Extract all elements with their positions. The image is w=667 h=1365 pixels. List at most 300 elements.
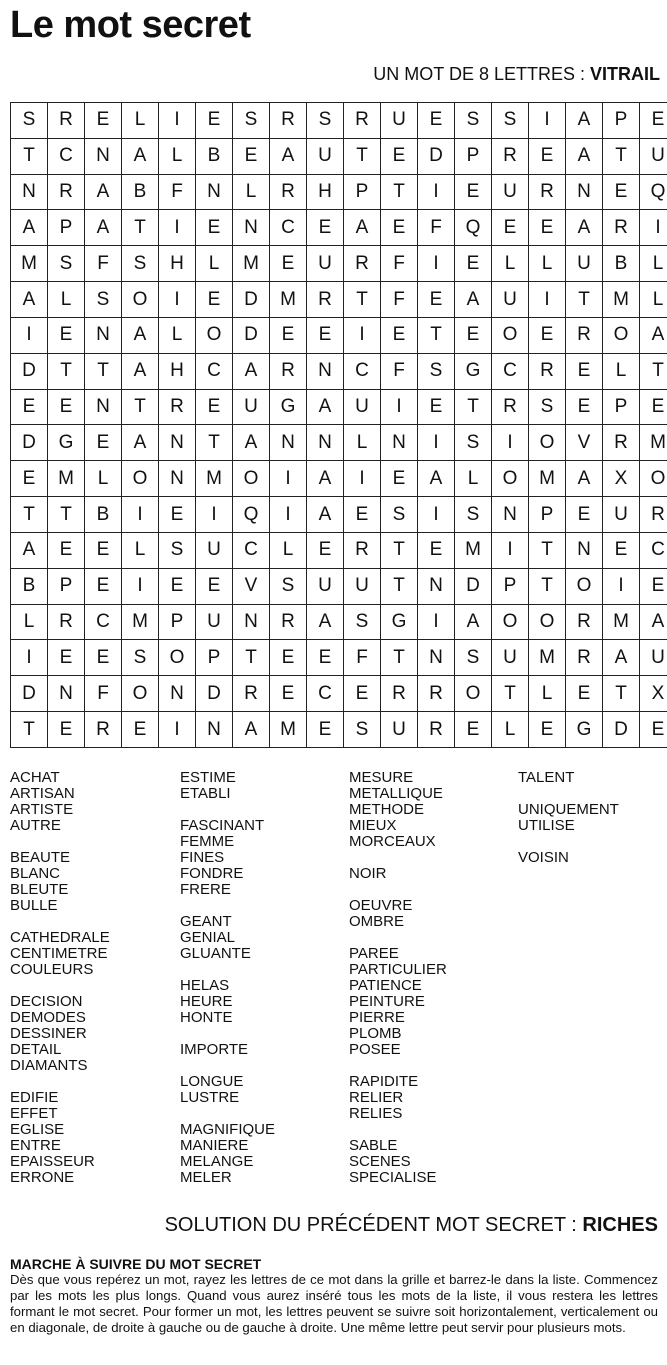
grid-cell[interactable]: A: [307, 461, 344, 497]
grid-cell[interactable]: N: [85, 389, 122, 425]
word-list-item[interactable]: HONTE: [180, 1009, 233, 1026]
grid-cell[interactable]: A: [566, 138, 603, 174]
grid-cell[interactable]: L: [455, 461, 492, 497]
grid-cell[interactable]: I: [344, 461, 381, 497]
word-list-item[interactable]: DECISION: [10, 993, 83, 1010]
grid-cell[interactable]: P: [455, 138, 492, 174]
word-list-item[interactable]: EFFET: [10, 1105, 58, 1122]
grid-cell[interactable]: N: [11, 174, 48, 210]
word-list-item[interactable]: TALENT: [518, 769, 575, 786]
grid-cell[interactable]: A: [233, 353, 270, 389]
grid-cell[interactable]: E: [307, 712, 344, 748]
grid-cell[interactable]: S: [122, 640, 159, 676]
grid-cell[interactable]: U: [492, 174, 529, 210]
grid-cell[interactable]: F: [381, 353, 418, 389]
grid-cell[interactable]: L: [159, 138, 196, 174]
grid-cell[interactable]: C: [85, 604, 122, 640]
word-list-item[interactable]: MORCEAUX: [349, 833, 436, 850]
grid-cell[interactable]: C: [270, 210, 307, 246]
grid-cell[interactable]: A: [11, 282, 48, 318]
word-list-item[interactable]: DIAMANTS: [10, 1057, 88, 1074]
grid-cell[interactable]: T: [196, 425, 233, 461]
grid-cell[interactable]: I: [492, 425, 529, 461]
grid-cell[interactable]: O: [566, 568, 603, 604]
grid-cell[interactable]: T: [603, 676, 640, 712]
grid-cell[interactable]: R: [159, 389, 196, 425]
grid-cell[interactable]: A: [122, 317, 159, 353]
grid-cell[interactable]: N: [418, 640, 455, 676]
grid-cell[interactable]: A: [307, 389, 344, 425]
grid-cell[interactable]: E: [48, 532, 85, 568]
word-list-item[interactable]: METHODE: [349, 801, 424, 818]
grid-cell[interactable]: I: [270, 461, 307, 497]
grid-cell[interactable]: I: [418, 425, 455, 461]
grid-cell[interactable]: T: [344, 282, 381, 318]
grid-cell[interactable]: O: [122, 282, 159, 318]
grid-cell[interactable]: U: [196, 604, 233, 640]
word-list-item[interactable]: UTILISE: [518, 817, 575, 834]
grid-cell[interactable]: O: [492, 317, 529, 353]
grid-cell[interactable]: U: [307, 246, 344, 282]
grid-cell[interactable]: U: [566, 246, 603, 282]
grid-cell[interactable]: T: [455, 389, 492, 425]
grid-cell[interactable]: S: [455, 103, 492, 139]
grid-cell[interactable]: N: [418, 568, 455, 604]
grid-cell[interactable]: D: [196, 676, 233, 712]
grid-cell[interactable]: S: [307, 103, 344, 139]
grid-cell[interactable]: R: [603, 210, 640, 246]
grid-cell[interactable]: R: [270, 174, 307, 210]
grid-cell[interactable]: G: [381, 604, 418, 640]
grid-cell[interactable]: E: [529, 317, 566, 353]
grid-cell[interactable]: E: [233, 138, 270, 174]
grid-cell[interactable]: A: [566, 103, 603, 139]
grid-cell[interactable]: L: [640, 246, 667, 282]
grid-cell[interactable]: B: [122, 174, 159, 210]
grid-cell[interactable]: E: [455, 174, 492, 210]
grid-cell[interactable]: L: [196, 246, 233, 282]
grid-cell[interactable]: E: [455, 246, 492, 282]
grid-cell[interactable]: T: [85, 353, 122, 389]
grid-cell[interactable]: I: [159, 712, 196, 748]
grid-cell[interactable]: F: [159, 174, 196, 210]
grid-cell[interactable]: N: [492, 497, 529, 533]
grid-cell[interactable]: L: [603, 353, 640, 389]
word-list-item[interactable]: IMPORTE: [180, 1041, 249, 1058]
grid-cell[interactable]: T: [122, 210, 159, 246]
grid-cell[interactable]: I: [640, 210, 667, 246]
grid-cell[interactable]: L: [492, 246, 529, 282]
grid-cell[interactable]: R: [418, 712, 455, 748]
word-list-item[interactable]: LUSTRE: [180, 1089, 240, 1106]
word-list-item[interactable]: VOISIN: [518, 849, 569, 866]
grid-cell[interactable]: D: [603, 712, 640, 748]
word-list-item[interactable]: MELER: [180, 1169, 232, 1186]
grid-cell[interactable]: I: [381, 389, 418, 425]
word-list-item[interactable]: POSEE: [349, 1041, 401, 1058]
grid-cell[interactable]: U: [233, 389, 270, 425]
grid-cell[interactable]: E: [381, 210, 418, 246]
grid-cell[interactable]: E: [566, 353, 603, 389]
word-list-item[interactable]: MANIERE: [180, 1137, 249, 1154]
grid-cell[interactable]: C: [640, 532, 667, 568]
grid-cell[interactable]: E: [381, 138, 418, 174]
grid-cell[interactable]: P: [603, 103, 640, 139]
grid-cell[interactable]: L: [270, 532, 307, 568]
grid-cell[interactable]: A: [344, 210, 381, 246]
grid-cell[interactable]: S: [48, 246, 85, 282]
grid-cell[interactable]: M: [640, 425, 667, 461]
grid-cell[interactable]: N: [85, 317, 122, 353]
grid-cell[interactable]: D: [233, 282, 270, 318]
word-list-item[interactable]: RELIES: [349, 1105, 403, 1122]
grid-cell[interactable]: I: [122, 568, 159, 604]
grid-cell[interactable]: S: [529, 389, 566, 425]
grid-cell[interactable]: E: [196, 389, 233, 425]
word-list-item[interactable]: DEMODES: [10, 1009, 86, 1026]
grid-cell[interactable]: R: [566, 604, 603, 640]
grid-cell[interactable]: R: [566, 640, 603, 676]
grid-cell[interactable]: O: [640, 461, 667, 497]
grid-cell[interactable]: U: [640, 640, 667, 676]
grid-cell[interactable]: I: [11, 317, 48, 353]
grid-cell[interactable]: E: [48, 389, 85, 425]
grid-cell[interactable]: A: [640, 317, 667, 353]
grid-cell[interactable]: E: [566, 389, 603, 425]
grid-cell[interactable]: N: [566, 174, 603, 210]
grid-cell[interactable]: E: [159, 497, 196, 533]
grid-cell[interactable]: L: [640, 282, 667, 318]
grid-cell[interactable]: E: [529, 138, 566, 174]
grid-cell[interactable]: E: [196, 282, 233, 318]
grid-cell[interactable]: Q: [455, 210, 492, 246]
grid-cell[interactable]: E: [344, 676, 381, 712]
grid-cell[interactable]: T: [381, 640, 418, 676]
word-list-item[interactable]: BULLE: [10, 897, 58, 914]
grid-cell[interactable]: T: [11, 138, 48, 174]
grid-cell[interactable]: E: [603, 532, 640, 568]
grid-cell[interactable]: T: [344, 138, 381, 174]
grid-cell[interactable]: N: [159, 425, 196, 461]
word-list-item[interactable]: EPAISSEUR: [10, 1153, 95, 1170]
grid-cell[interactable]: L: [159, 317, 196, 353]
word-list-item[interactable]: ETABLI: [180, 785, 231, 802]
grid-cell[interactable]: M: [196, 461, 233, 497]
grid-cell[interactable]: R: [48, 174, 85, 210]
grid-cell[interactable]: E: [455, 712, 492, 748]
grid-cell[interactable]: A: [11, 532, 48, 568]
grid-cell[interactable]: R: [270, 353, 307, 389]
grid-cell[interactable]: A: [122, 138, 159, 174]
word-list-item[interactable]: FEMME: [180, 833, 235, 850]
grid-cell[interactable]: N: [233, 210, 270, 246]
grid-cell[interactable]: H: [307, 174, 344, 210]
grid-cell[interactable]: T: [529, 532, 566, 568]
grid-cell[interactable]: O: [529, 425, 566, 461]
grid-cell[interactable]: L: [529, 676, 566, 712]
grid-cell[interactable]: O: [159, 640, 196, 676]
grid-cell[interactable]: E: [122, 712, 159, 748]
grid-cell[interactable]: I: [159, 210, 196, 246]
word-list-item[interactable]: EDIFIE: [10, 1089, 59, 1106]
word-list-item[interactable]: ERRONE: [10, 1169, 75, 1186]
grid-cell[interactable]: A: [11, 210, 48, 246]
word-list-item[interactable]: PARTICULIER: [349, 961, 447, 978]
grid-cell[interactable]: N: [566, 532, 603, 568]
grid-cell[interactable]: S: [344, 604, 381, 640]
grid-cell[interactable]: I: [344, 317, 381, 353]
grid-cell[interactable]: N: [270, 425, 307, 461]
grid-cell[interactable]: F: [418, 210, 455, 246]
word-list-item[interactable]: GENIAL: [180, 929, 236, 946]
grid-cell[interactable]: T: [122, 389, 159, 425]
word-list-item[interactable]: SPECIALISE: [349, 1169, 437, 1186]
grid-cell[interactable]: S: [344, 712, 381, 748]
grid-cell[interactable]: D: [11, 425, 48, 461]
grid-cell[interactable]: S: [492, 103, 529, 139]
grid-cell[interactable]: U: [492, 640, 529, 676]
grid-cell[interactable]: T: [11, 712, 48, 748]
word-list-item[interactable]: FINES: [180, 849, 225, 866]
grid-cell[interactable]: P: [48, 568, 85, 604]
word-list-item[interactable]: FONDRE: [180, 865, 244, 882]
grid-cell[interactable]: M: [48, 461, 85, 497]
grid-cell[interactable]: X: [640, 676, 667, 712]
grid-cell[interactable]: R: [307, 282, 344, 318]
grid-cell[interactable]: E: [418, 532, 455, 568]
grid-cell[interactable]: S: [270, 568, 307, 604]
grid-cell[interactable]: D: [233, 317, 270, 353]
grid-cell[interactable]: B: [11, 568, 48, 604]
grid-cell[interactable]: A: [566, 210, 603, 246]
grid-cell[interactable]: E: [270, 317, 307, 353]
grid-cell[interactable]: T: [381, 568, 418, 604]
grid-cell[interactable]: R: [418, 676, 455, 712]
word-list-item[interactable]: PAREE: [349, 945, 399, 962]
grid-cell[interactable]: D: [455, 568, 492, 604]
grid-cell[interactable]: I: [418, 604, 455, 640]
grid-cell[interactable]: L: [122, 532, 159, 568]
grid-cell[interactable]: R: [529, 353, 566, 389]
grid-cell[interactable]: E: [640, 712, 667, 748]
grid-cell[interactable]: V: [566, 425, 603, 461]
grid-cell[interactable]: O: [233, 461, 270, 497]
grid-cell[interactable]: N: [307, 353, 344, 389]
grid-cell[interactable]: S: [455, 425, 492, 461]
grid-cell[interactable]: U: [307, 138, 344, 174]
grid-cell[interactable]: M: [122, 604, 159, 640]
grid-cell[interactable]: A: [640, 604, 667, 640]
grid-cell[interactable]: T: [492, 676, 529, 712]
grid-cell[interactable]: E: [492, 210, 529, 246]
word-list-item[interactable]: ACHAT: [10, 769, 60, 786]
grid-cell[interactable]: I: [159, 282, 196, 318]
grid-cell[interactable]: O: [455, 676, 492, 712]
grid-cell[interactable]: M: [603, 604, 640, 640]
word-list-item[interactable]: CATHEDRALE: [10, 929, 110, 946]
grid-cell[interactable]: E: [381, 317, 418, 353]
grid-cell[interactable]: A: [122, 425, 159, 461]
grid-cell[interactable]: P: [529, 497, 566, 533]
grid-cell[interactable]: A: [270, 138, 307, 174]
grid-cell[interactable]: S: [85, 282, 122, 318]
grid-cell[interactable]: U: [381, 103, 418, 139]
grid-cell[interactable]: O: [492, 461, 529, 497]
grid-cell[interactable]: L: [233, 174, 270, 210]
grid-cell[interactable]: F: [85, 246, 122, 282]
grid-cell[interactable]: E: [307, 210, 344, 246]
word-list-item[interactable]: PEINTURE: [349, 993, 425, 1010]
grid-cell[interactable]: U: [640, 138, 667, 174]
grid-cell[interactable]: U: [603, 497, 640, 533]
grid-cell[interactable]: U: [492, 282, 529, 318]
grid-cell[interactable]: O: [122, 461, 159, 497]
grid-cell[interactable]: E: [48, 640, 85, 676]
grid-cell[interactable]: L: [48, 282, 85, 318]
word-list-item[interactable]: CENTIMETRE: [10, 945, 108, 962]
grid-cell[interactable]: E: [418, 282, 455, 318]
grid-cell[interactable]: A: [307, 497, 344, 533]
word-list-item[interactable]: UNIQUEMENT: [518, 801, 619, 818]
grid-cell[interactable]: A: [566, 461, 603, 497]
grid-cell[interactable]: I: [529, 282, 566, 318]
grid-cell[interactable]: N: [48, 676, 85, 712]
grid-cell[interactable]: R: [48, 604, 85, 640]
grid-cell[interactable]: S: [11, 103, 48, 139]
word-list-item[interactable]: GLUANTE: [180, 945, 251, 962]
grid-cell[interactable]: A: [233, 425, 270, 461]
grid-cell[interactable]: E: [196, 210, 233, 246]
grid-cell[interactable]: I: [418, 497, 455, 533]
grid-cell[interactable]: E: [270, 246, 307, 282]
word-list-item[interactable]: BLEUTE: [10, 881, 69, 898]
grid-cell[interactable]: A: [85, 210, 122, 246]
grid-cell[interactable]: I: [270, 497, 307, 533]
grid-cell[interactable]: R: [603, 425, 640, 461]
word-list-item[interactable]: ESTIME: [180, 769, 236, 786]
grid-cell[interactable]: T: [48, 353, 85, 389]
grid-cell[interactable]: T: [48, 497, 85, 533]
grid-cell[interactable]: E: [196, 103, 233, 139]
word-list-item[interactable]: OMBRE: [349, 913, 405, 930]
grid-cell[interactable]: E: [270, 676, 307, 712]
grid-cell[interactable]: N: [233, 604, 270, 640]
word-list-item[interactable]: AUTRE: [10, 817, 61, 834]
grid-cell[interactable]: V: [233, 568, 270, 604]
grid-cell[interactable]: E: [455, 317, 492, 353]
grid-cell[interactable]: O: [529, 604, 566, 640]
word-list-item[interactable]: MELANGE: [180, 1153, 254, 1170]
grid-cell[interactable]: P: [603, 389, 640, 425]
grid-cell[interactable]: I: [159, 103, 196, 139]
grid-cell[interactable]: E: [85, 532, 122, 568]
grid-cell[interactable]: R: [566, 317, 603, 353]
grid-cell[interactable]: R: [492, 138, 529, 174]
grid-cell[interactable]: L: [529, 246, 566, 282]
grid-cell[interactable]: E: [529, 210, 566, 246]
grid-cell[interactable]: M: [455, 532, 492, 568]
grid-cell[interactable]: R: [640, 497, 667, 533]
grid-cell[interactable]: P: [48, 210, 85, 246]
grid-cell[interactable]: A: [455, 282, 492, 318]
grid-cell[interactable]: N: [159, 676, 196, 712]
word-list-item[interactable]: ENTRE: [10, 1137, 61, 1154]
grid-cell[interactable]: E: [529, 712, 566, 748]
grid-cell[interactable]: R: [233, 676, 270, 712]
grid-cell[interactable]: M: [529, 640, 566, 676]
word-list-item[interactable]: FRERE: [180, 881, 231, 898]
word-list-item[interactable]: RELIER: [349, 1089, 404, 1106]
word-list-item[interactable]: ARTISAN: [10, 785, 75, 802]
grid-cell[interactable]: R: [344, 103, 381, 139]
grid-cell[interactable]: C: [48, 138, 85, 174]
grid-cell[interactable]: L: [11, 604, 48, 640]
grid-cell[interactable]: E: [307, 317, 344, 353]
grid-cell[interactable]: S: [159, 532, 196, 568]
grid-cell[interactable]: G: [48, 425, 85, 461]
grid-cell[interactable]: A: [307, 604, 344, 640]
grid-cell[interactable]: A: [418, 461, 455, 497]
grid-cell[interactable]: M: [270, 282, 307, 318]
grid-cell[interactable]: F: [85, 676, 122, 712]
grid-cell[interactable]: L: [85, 461, 122, 497]
grid-cell[interactable]: I: [529, 103, 566, 139]
grid-cell[interactable]: L: [122, 103, 159, 139]
grid-cell[interactable]: U: [381, 712, 418, 748]
grid-cell[interactable]: S: [122, 246, 159, 282]
grid-cell[interactable]: S: [418, 353, 455, 389]
grid-cell[interactable]: R: [492, 389, 529, 425]
grid-cell[interactable]: P: [159, 604, 196, 640]
grid-cell[interactable]: M: [233, 246, 270, 282]
grid-cell[interactable]: T: [11, 497, 48, 533]
grid-cell[interactable]: R: [270, 103, 307, 139]
grid-cell[interactable]: N: [196, 712, 233, 748]
grid-cell[interactable]: N: [307, 425, 344, 461]
grid-cell[interactable]: E: [381, 461, 418, 497]
grid-cell[interactable]: G: [270, 389, 307, 425]
grid-cell[interactable]: F: [381, 282, 418, 318]
grid-cell[interactable]: U: [196, 532, 233, 568]
grid-cell[interactable]: L: [344, 425, 381, 461]
grid-cell[interactable]: A: [233, 712, 270, 748]
grid-cell[interactable]: Q: [233, 497, 270, 533]
grid-cell[interactable]: A: [85, 174, 122, 210]
word-list-item[interactable]: RAPIDITE: [349, 1073, 419, 1090]
grid-cell[interactable]: R: [529, 174, 566, 210]
grid-cell[interactable]: A: [455, 604, 492, 640]
grid-cell[interactable]: C: [196, 353, 233, 389]
grid-cell[interactable]: E: [640, 568, 667, 604]
grid-cell[interactable]: M: [529, 461, 566, 497]
word-list-item[interactable]: SABLE: [349, 1137, 398, 1154]
grid-cell[interactable]: T: [640, 353, 667, 389]
grid-cell[interactable]: H: [159, 246, 196, 282]
word-list-item[interactable]: SCENES: [349, 1153, 411, 1170]
grid-cell[interactable]: T: [381, 532, 418, 568]
grid-cell[interactable]: S: [455, 640, 492, 676]
grid-cell[interactable]: R: [85, 712, 122, 748]
word-list-item[interactable]: DETAIL: [10, 1041, 62, 1058]
grid-cell[interactable]: U: [344, 568, 381, 604]
grid-cell[interactable]: E: [11, 389, 48, 425]
grid-cell[interactable]: E: [344, 497, 381, 533]
word-list-item[interactable]: PLOMB: [349, 1025, 402, 1042]
grid-cell[interactable]: T: [381, 174, 418, 210]
grid-cell[interactable]: E: [418, 103, 455, 139]
grid-cell[interactable]: P: [196, 640, 233, 676]
grid-cell[interactable]: U: [344, 389, 381, 425]
